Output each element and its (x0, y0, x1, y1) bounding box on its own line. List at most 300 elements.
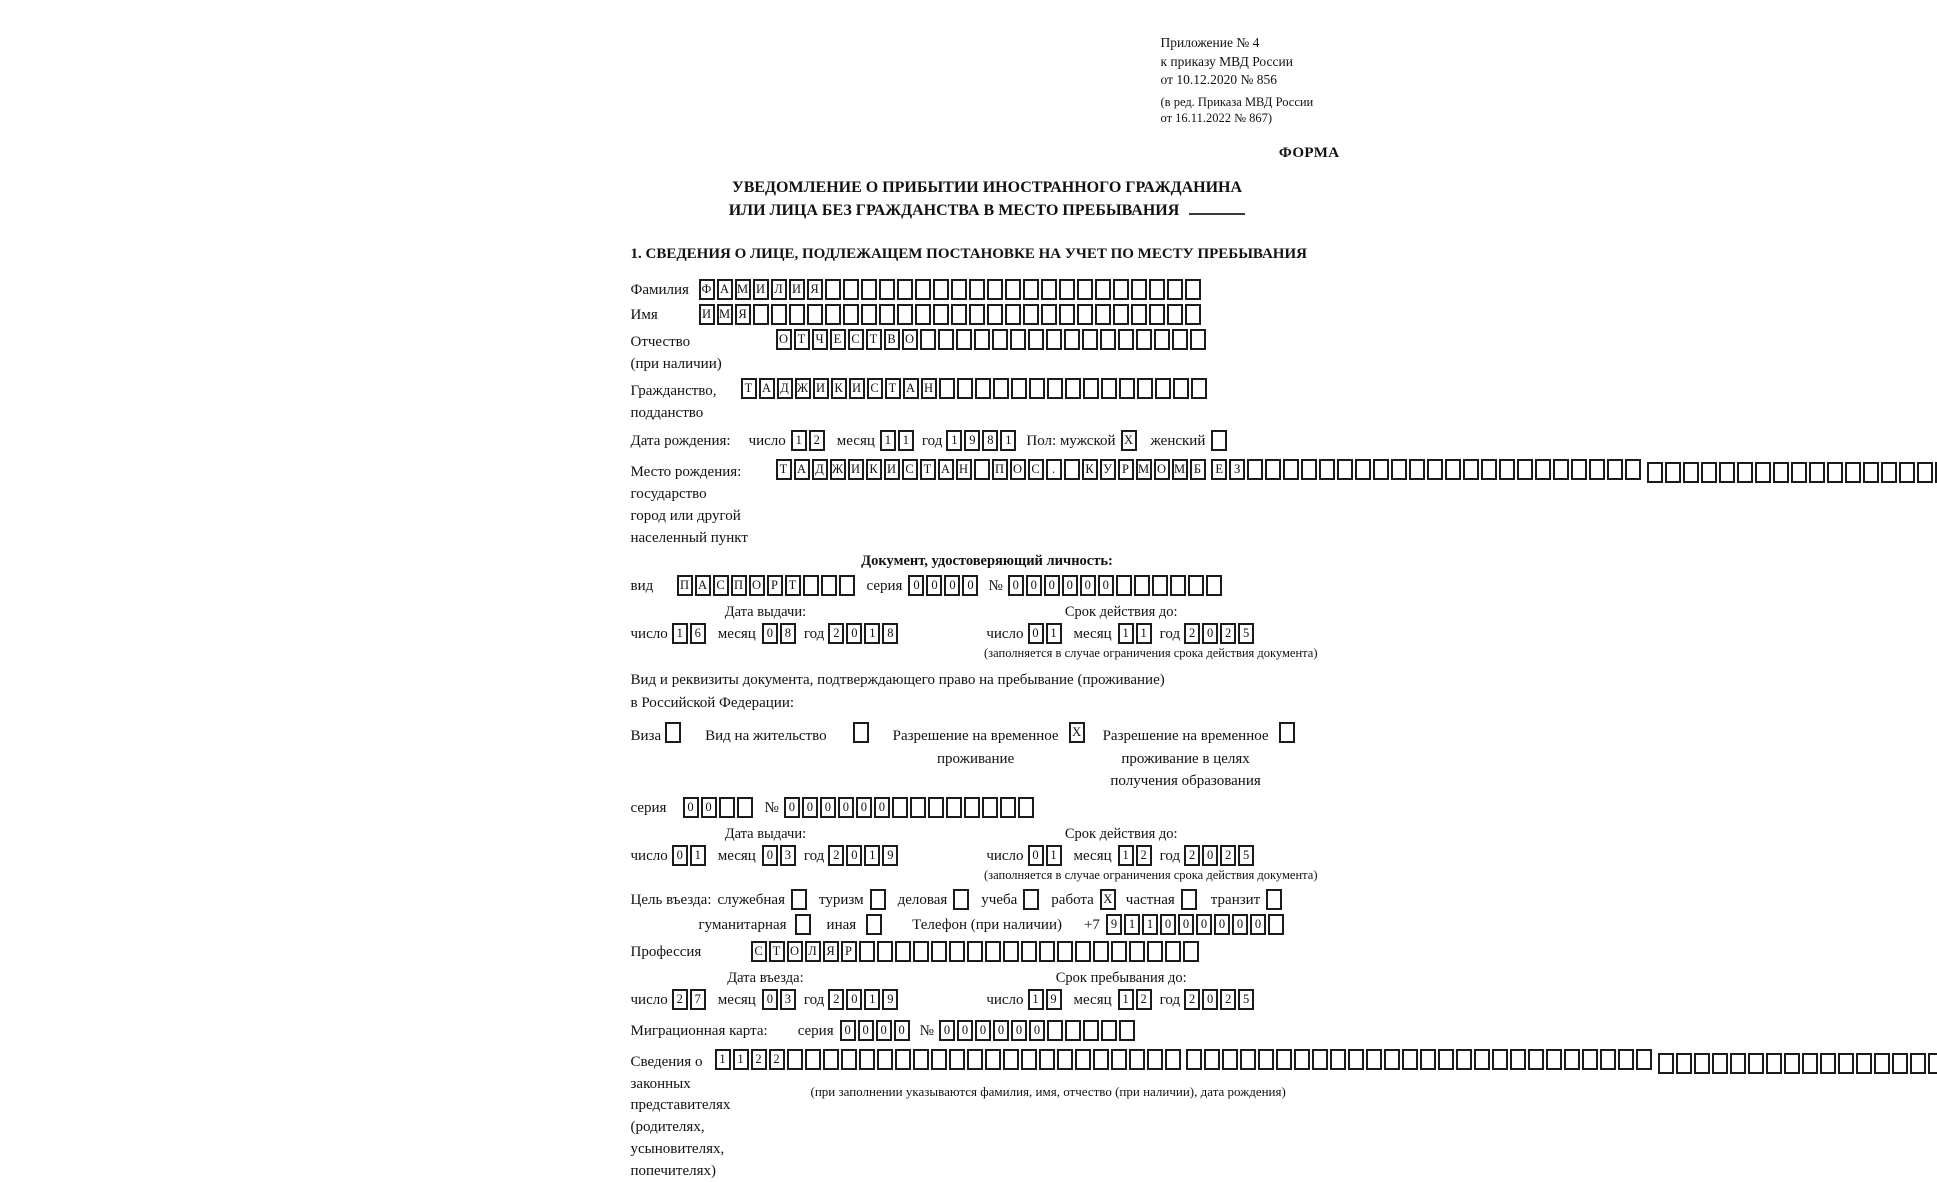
form-cell[interactable]: 0 (957, 1020, 973, 1041)
form-cell[interactable]: Т (776, 459, 792, 480)
form-cell[interactable]: Е (830, 329, 846, 350)
form-cell[interactable] (1118, 329, 1134, 350)
form-cell[interactable] (1093, 1049, 1109, 1070)
form-cell[interactable]: 0 (1026, 575, 1042, 596)
form-cell[interactable] (1481, 459, 1497, 480)
form-cell[interactable]: С (1028, 459, 1044, 480)
form-cell[interactable]: Ж (830, 459, 846, 480)
form-cell[interactable]: 9 (1106, 914, 1122, 935)
form-cell[interactable]: 0 (672, 845, 688, 866)
form-cell[interactable] (1917, 462, 1933, 483)
form-cell[interactable] (928, 797, 944, 818)
form-cell[interactable] (951, 304, 967, 325)
form-cell[interactable]: 1 (1028, 989, 1044, 1010)
form-cell[interactable]: 1 (946, 430, 962, 451)
form-cell[interactable] (1116, 575, 1132, 596)
form-cell[interactable]: 8 (780, 623, 796, 644)
checkbox-cell[interactable] (866, 914, 882, 935)
form-cell[interactable] (931, 1049, 947, 1070)
form-cell[interactable] (1899, 462, 1915, 483)
form-cell[interactable]: 9 (1046, 989, 1062, 1010)
form-cell[interactable]: Т (741, 378, 757, 399)
form-cell[interactable]: 2 (1184, 845, 1200, 866)
form-cell[interactable]: 0 (939, 1020, 955, 1041)
checkbox-cell[interactable] (870, 889, 886, 910)
form-cell[interactable]: 0 (1008, 575, 1024, 596)
form-cell[interactable]: . (1046, 459, 1062, 480)
form-cell[interactable] (985, 1049, 1001, 1070)
form-cell[interactable]: 1 (672, 623, 688, 644)
form-cell[interactable] (1791, 462, 1807, 483)
form-cell[interactable] (843, 304, 859, 325)
form-cell[interactable] (1046, 329, 1062, 350)
form-cell[interactable]: 2 (828, 623, 844, 644)
form-cell[interactable]: 8 (882, 623, 898, 644)
form-cell[interactable] (1463, 459, 1479, 480)
form-cell[interactable]: О (749, 575, 765, 596)
form-cell[interactable]: 0 (762, 989, 778, 1010)
form-cell[interactable] (1170, 575, 1186, 596)
form-cell[interactable] (985, 941, 1001, 962)
form-cell[interactable] (939, 378, 955, 399)
form-cell[interactable] (1064, 329, 1080, 350)
form-cell[interactable] (1005, 279, 1021, 300)
form-cell[interactable]: К (866, 459, 882, 480)
form-cell[interactable] (1003, 941, 1019, 962)
form-cell[interactable] (1113, 279, 1129, 300)
form-cell[interactable]: 0 (846, 845, 862, 866)
form-cell[interactable]: 0 (802, 797, 818, 818)
form-cell[interactable] (1571, 459, 1587, 480)
form-cell[interactable] (1101, 1020, 1117, 1041)
form-cell[interactable] (964, 797, 980, 818)
form-cell[interactable]: С (751, 941, 767, 962)
form-cell[interactable] (1100, 329, 1116, 350)
form-cell[interactable] (1607, 459, 1623, 480)
form-cell[interactable] (1276, 1049, 1292, 1070)
form-cell[interactable] (841, 1049, 857, 1070)
form-cell[interactable] (1330, 1049, 1346, 1070)
form-cell[interactable]: 0 (1232, 914, 1248, 935)
form-cell[interactable]: 2 (828, 845, 844, 866)
form-cell[interactable]: Ч (812, 329, 828, 350)
form-cell[interactable]: Н (921, 378, 937, 399)
form-cell[interactable] (1075, 1049, 1091, 1070)
form-cell[interactable]: 0 (846, 623, 862, 644)
form-cell[interactable]: 0 (683, 797, 699, 818)
form-cell[interactable] (1719, 462, 1735, 483)
checkbox-cell[interactable] (791, 889, 807, 910)
form-cell[interactable]: 0 (1202, 623, 1218, 644)
form-cell[interactable]: 0 (858, 1020, 874, 1041)
form-cell[interactable] (877, 941, 893, 962)
form-cell[interactable] (1492, 1049, 1508, 1070)
form-cell[interactable] (1499, 459, 1515, 480)
form-cell[interactable]: 0 (894, 1020, 910, 1041)
form-cell[interactable]: Б (1190, 459, 1206, 480)
form-cell[interactable] (1191, 378, 1207, 399)
form-cell[interactable] (1874, 1053, 1890, 1074)
form-cell[interactable] (823, 1049, 839, 1070)
form-cell[interactable] (913, 941, 929, 962)
form-cell[interactable] (839, 575, 855, 596)
form-cell[interactable] (1658, 1053, 1674, 1074)
form-cell[interactable] (910, 797, 926, 818)
form-cell[interactable] (1348, 1049, 1364, 1070)
form-cell[interactable]: П (992, 459, 1008, 480)
form-cell[interactable] (969, 279, 985, 300)
form-cell[interactable] (1676, 1053, 1692, 1074)
form-cell[interactable]: 3 (780, 845, 796, 866)
form-cell[interactable] (1059, 304, 1075, 325)
form-cell[interactable] (1029, 378, 1045, 399)
form-cell[interactable]: 2 (1220, 845, 1236, 866)
form-cell[interactable] (897, 279, 913, 300)
form-cell[interactable]: А (759, 378, 775, 399)
form-cell[interactable] (1420, 1049, 1436, 1070)
form-cell[interactable]: 0 (1178, 914, 1194, 935)
form-cell[interactable] (1910, 1053, 1926, 1074)
form-cell[interactable] (1773, 462, 1789, 483)
checkbox-cell[interactable] (665, 722, 681, 743)
form-cell[interactable]: 2 (769, 1049, 785, 1070)
form-cell[interactable]: Р (767, 575, 783, 596)
form-cell[interactable]: Т (785, 575, 801, 596)
form-cell[interactable]: Е (1211, 459, 1227, 480)
form-cell[interactable] (1185, 279, 1201, 300)
form-cell[interactable]: 1 (715, 1049, 731, 1070)
form-cell[interactable] (1510, 1049, 1526, 1070)
form-cell[interactable] (1402, 1049, 1418, 1070)
form-cell[interactable]: 0 (1011, 1020, 1027, 1041)
form-cell[interactable]: 0 (820, 797, 836, 818)
form-cell[interactable] (1546, 1049, 1562, 1070)
form-cell[interactable] (1111, 941, 1127, 962)
form-cell[interactable] (1337, 459, 1353, 480)
form-cell[interactable]: С (867, 378, 883, 399)
form-cell[interactable] (920, 329, 936, 350)
form-cell[interactable]: 2 (828, 989, 844, 1010)
form-cell[interactable]: С (848, 329, 864, 350)
checkbox-cell[interactable]: X (1121, 430, 1137, 451)
form-cell[interactable] (737, 797, 753, 818)
form-cell[interactable]: 2 (1220, 623, 1236, 644)
form-cell[interactable] (1147, 1049, 1163, 1070)
form-cell[interactable] (1856, 1053, 1872, 1074)
form-cell[interactable] (1183, 941, 1199, 962)
form-cell[interactable] (1077, 279, 1093, 300)
form-cell[interactable]: А (695, 575, 711, 596)
form-cell[interactable] (861, 304, 877, 325)
form-cell[interactable] (753, 304, 769, 325)
form-cell[interactable]: П (731, 575, 747, 596)
form-cell[interactable]: А (717, 279, 733, 300)
form-cell[interactable] (807, 304, 823, 325)
form-cell[interactable]: 1 (898, 430, 914, 451)
form-cell[interactable]: 0 (1214, 914, 1230, 935)
form-cell[interactable]: 1 (1142, 914, 1158, 935)
checkbox-cell[interactable]: X (1100, 889, 1116, 910)
form-cell[interactable] (843, 279, 859, 300)
form-cell[interactable] (1625, 459, 1641, 480)
form-cell[interactable] (1083, 1020, 1099, 1041)
form-cell[interactable] (1766, 1053, 1782, 1074)
checkbox-cell[interactable]: X (1069, 722, 1085, 743)
form-cell[interactable]: 3 (780, 989, 796, 1010)
form-cell[interactable] (1784, 1053, 1800, 1074)
form-cell[interactable] (1247, 459, 1263, 480)
form-cell[interactable]: О (1010, 459, 1026, 480)
form-cell[interactable] (1057, 941, 1073, 962)
form-cell[interactable] (1000, 797, 1016, 818)
form-cell[interactable] (987, 279, 1003, 300)
form-cell[interactable]: В (884, 329, 900, 350)
form-cell[interactable] (1136, 329, 1152, 350)
form-cell[interactable] (967, 941, 983, 962)
form-cell[interactable] (946, 797, 962, 818)
form-cell[interactable] (719, 797, 735, 818)
form-cell[interactable]: М (1136, 459, 1152, 480)
form-cell[interactable]: 9 (964, 430, 980, 451)
form-cell[interactable] (1023, 304, 1039, 325)
form-cell[interactable]: Д (812, 459, 828, 480)
form-cell[interactable]: Т (920, 459, 936, 480)
form-cell[interactable] (1647, 462, 1663, 483)
form-cell[interactable]: 1 (1136, 623, 1152, 644)
form-cell[interactable] (1820, 1053, 1836, 1074)
form-cell[interactable] (915, 279, 931, 300)
form-cell[interactable] (993, 378, 1009, 399)
form-cell[interactable]: 1 (1118, 845, 1134, 866)
form-cell[interactable] (1003, 1049, 1019, 1070)
form-cell[interactable] (1186, 1049, 1202, 1070)
form-cell[interactable] (771, 304, 787, 325)
form-cell[interactable] (1683, 462, 1699, 483)
form-cell[interactable] (933, 279, 949, 300)
form-cell[interactable] (1167, 304, 1183, 325)
form-cell[interactable] (1010, 329, 1026, 350)
form-cell[interactable] (1517, 459, 1533, 480)
form-cell[interactable] (1131, 304, 1147, 325)
form-cell[interactable]: Р (841, 941, 857, 962)
form-cell[interactable] (1129, 1049, 1145, 1070)
form-cell[interactable] (1185, 304, 1201, 325)
form-cell[interactable]: 0 (1250, 914, 1266, 935)
form-cell[interactable]: Д (777, 378, 793, 399)
form-cell[interactable]: И (699, 304, 715, 325)
form-cell[interactable] (1694, 1053, 1710, 1074)
form-cell[interactable] (1083, 378, 1099, 399)
form-cell[interactable] (1041, 304, 1057, 325)
form-cell[interactable]: 7 (690, 989, 706, 1010)
form-cell[interactable] (1373, 459, 1389, 480)
form-cell[interactable] (805, 1049, 821, 1070)
form-cell[interactable] (1928, 1053, 1937, 1074)
form-cell[interactable]: С (713, 575, 729, 596)
form-cell[interactable]: 0 (1202, 989, 1218, 1010)
form-cell[interactable]: 0 (993, 1020, 1009, 1041)
form-cell[interactable] (1119, 378, 1135, 399)
form-cell[interactable]: 8 (982, 430, 998, 451)
form-cell[interactable] (1075, 941, 1091, 962)
form-cell[interactable] (1165, 941, 1181, 962)
form-cell[interactable] (1748, 1053, 1764, 1074)
checkbox-cell[interactable] (1211, 430, 1227, 451)
form-cell[interactable] (1456, 1049, 1472, 1070)
form-cell[interactable]: О (1154, 459, 1170, 480)
form-cell[interactable] (1474, 1049, 1490, 1070)
form-cell[interactable] (1047, 378, 1063, 399)
form-cell[interactable] (949, 1049, 965, 1070)
form-cell[interactable]: 1 (864, 989, 880, 1010)
form-cell[interactable]: М (717, 304, 733, 325)
form-cell[interactable]: 2 (672, 989, 688, 1010)
form-cell[interactable]: 0 (784, 797, 800, 818)
form-cell[interactable]: 0 (701, 797, 717, 818)
form-cell[interactable] (821, 575, 837, 596)
form-cell[interactable] (1881, 462, 1897, 483)
form-cell[interactable] (892, 797, 908, 818)
form-cell[interactable]: 1 (1118, 623, 1134, 644)
form-cell[interactable] (1665, 462, 1681, 483)
form-cell[interactable] (1701, 462, 1717, 483)
form-cell[interactable]: О (902, 329, 918, 350)
form-cell[interactable] (1188, 575, 1204, 596)
form-cell[interactable] (969, 304, 985, 325)
form-cell[interactable] (859, 941, 875, 962)
form-cell[interactable] (1265, 459, 1281, 480)
form-cell[interactable] (861, 279, 877, 300)
form-cell[interactable] (982, 797, 998, 818)
form-cell[interactable] (1093, 941, 1109, 962)
form-cell[interactable] (895, 1049, 911, 1070)
form-cell[interactable] (1059, 279, 1075, 300)
form-cell[interactable]: О (776, 329, 792, 350)
form-cell[interactable] (1636, 1049, 1652, 1070)
form-cell[interactable] (913, 1049, 929, 1070)
form-cell[interactable] (877, 1049, 893, 1070)
form-cell[interactable] (1039, 941, 1055, 962)
form-cell[interactable]: А (938, 459, 954, 480)
form-cell[interactable]: 1 (1118, 989, 1134, 1010)
form-cell[interactable] (1600, 1049, 1616, 1070)
form-cell[interactable] (1023, 279, 1039, 300)
form-cell[interactable] (1131, 279, 1147, 300)
form-cell[interactable] (1039, 1049, 1055, 1070)
form-cell[interactable] (1366, 1049, 1382, 1070)
form-cell[interactable]: 0 (846, 989, 862, 1010)
form-cell[interactable]: И (753, 279, 769, 300)
form-cell[interactable] (1892, 1053, 1908, 1074)
form-cell[interactable]: О (787, 941, 803, 962)
form-cell[interactable]: 0 (1028, 623, 1044, 644)
form-cell[interactable] (1809, 462, 1825, 483)
form-cell[interactable]: 0 (1196, 914, 1212, 935)
form-cell[interactable] (1172, 329, 1188, 350)
form-cell[interactable] (1113, 304, 1129, 325)
form-cell[interactable] (1384, 1049, 1400, 1070)
form-cell[interactable] (1582, 1049, 1598, 1070)
form-cell[interactable]: З (1229, 459, 1245, 480)
form-cell[interactable]: 0 (874, 797, 890, 818)
form-cell[interactable]: И (849, 378, 865, 399)
form-cell[interactable] (1535, 459, 1551, 480)
form-cell[interactable] (803, 575, 819, 596)
checkbox-cell[interactable] (795, 914, 811, 935)
form-cell[interactable] (1827, 462, 1843, 483)
form-cell[interactable] (825, 304, 841, 325)
form-cell[interactable] (1258, 1049, 1274, 1070)
checkbox-cell[interactable] (1279, 722, 1295, 743)
checkbox-cell[interactable] (1266, 889, 1282, 910)
form-cell[interactable]: 2 (1220, 989, 1236, 1010)
form-cell[interactable] (1155, 378, 1171, 399)
form-cell[interactable] (1222, 1049, 1238, 1070)
form-cell[interactable]: 5 (1238, 989, 1254, 1010)
form-cell[interactable]: Л (805, 941, 821, 962)
form-cell[interactable]: Я (807, 279, 823, 300)
checkbox-cell[interactable] (1023, 889, 1039, 910)
form-cell[interactable]: 5 (1238, 845, 1254, 866)
form-cell[interactable] (1173, 378, 1189, 399)
form-cell[interactable]: 0 (926, 575, 942, 596)
form-cell[interactable] (1802, 1053, 1818, 1074)
form-cell[interactable] (974, 329, 990, 350)
form-cell[interactable] (949, 941, 965, 962)
checkbox-cell[interactable] (1181, 889, 1197, 910)
form-cell[interactable] (1065, 1020, 1081, 1041)
form-cell[interactable]: 0 (1202, 845, 1218, 866)
form-cell[interactable] (1845, 462, 1861, 483)
form-cell[interactable] (915, 304, 931, 325)
form-cell[interactable]: 2 (1184, 989, 1200, 1010)
form-cell[interactable] (879, 279, 895, 300)
form-cell[interactable] (1312, 1049, 1328, 1070)
form-cell[interactable]: 1 (733, 1049, 749, 1070)
form-cell[interactable]: Т (794, 329, 810, 350)
form-cell[interactable] (859, 1049, 875, 1070)
form-cell[interactable]: И (789, 279, 805, 300)
form-cell[interactable] (1445, 459, 1461, 480)
form-cell[interactable]: М (735, 279, 751, 300)
form-cell[interactable] (1095, 304, 1111, 325)
form-cell[interactable] (1355, 459, 1371, 480)
form-cell[interactable]: С (902, 459, 918, 480)
form-cell[interactable]: 5 (1238, 623, 1254, 644)
form-cell[interactable] (1618, 1049, 1634, 1070)
form-cell[interactable] (1047, 1020, 1063, 1041)
form-cell[interactable]: 2 (1136, 845, 1152, 866)
form-cell[interactable]: 1 (880, 430, 896, 451)
form-cell[interactable]: Т (866, 329, 882, 350)
form-cell[interactable] (1712, 1053, 1728, 1074)
form-cell[interactable] (1134, 575, 1150, 596)
form-cell[interactable]: К (831, 378, 847, 399)
form-cell[interactable]: К (1082, 459, 1098, 480)
form-cell[interactable]: 9 (882, 989, 898, 1010)
form-cell[interactable] (1154, 329, 1170, 350)
form-cell[interactable]: М (1172, 459, 1188, 480)
form-cell[interactable]: 2 (809, 430, 825, 451)
form-cell[interactable] (1283, 459, 1299, 480)
form-cell[interactable] (1064, 459, 1080, 480)
form-cell[interactable]: 1 (791, 430, 807, 451)
form-cell[interactable] (1095, 279, 1111, 300)
checkbox-cell[interactable] (853, 722, 869, 743)
form-cell[interactable] (1119, 1020, 1135, 1041)
form-cell[interactable]: 0 (838, 797, 854, 818)
form-cell[interactable]: 1 (864, 623, 880, 644)
